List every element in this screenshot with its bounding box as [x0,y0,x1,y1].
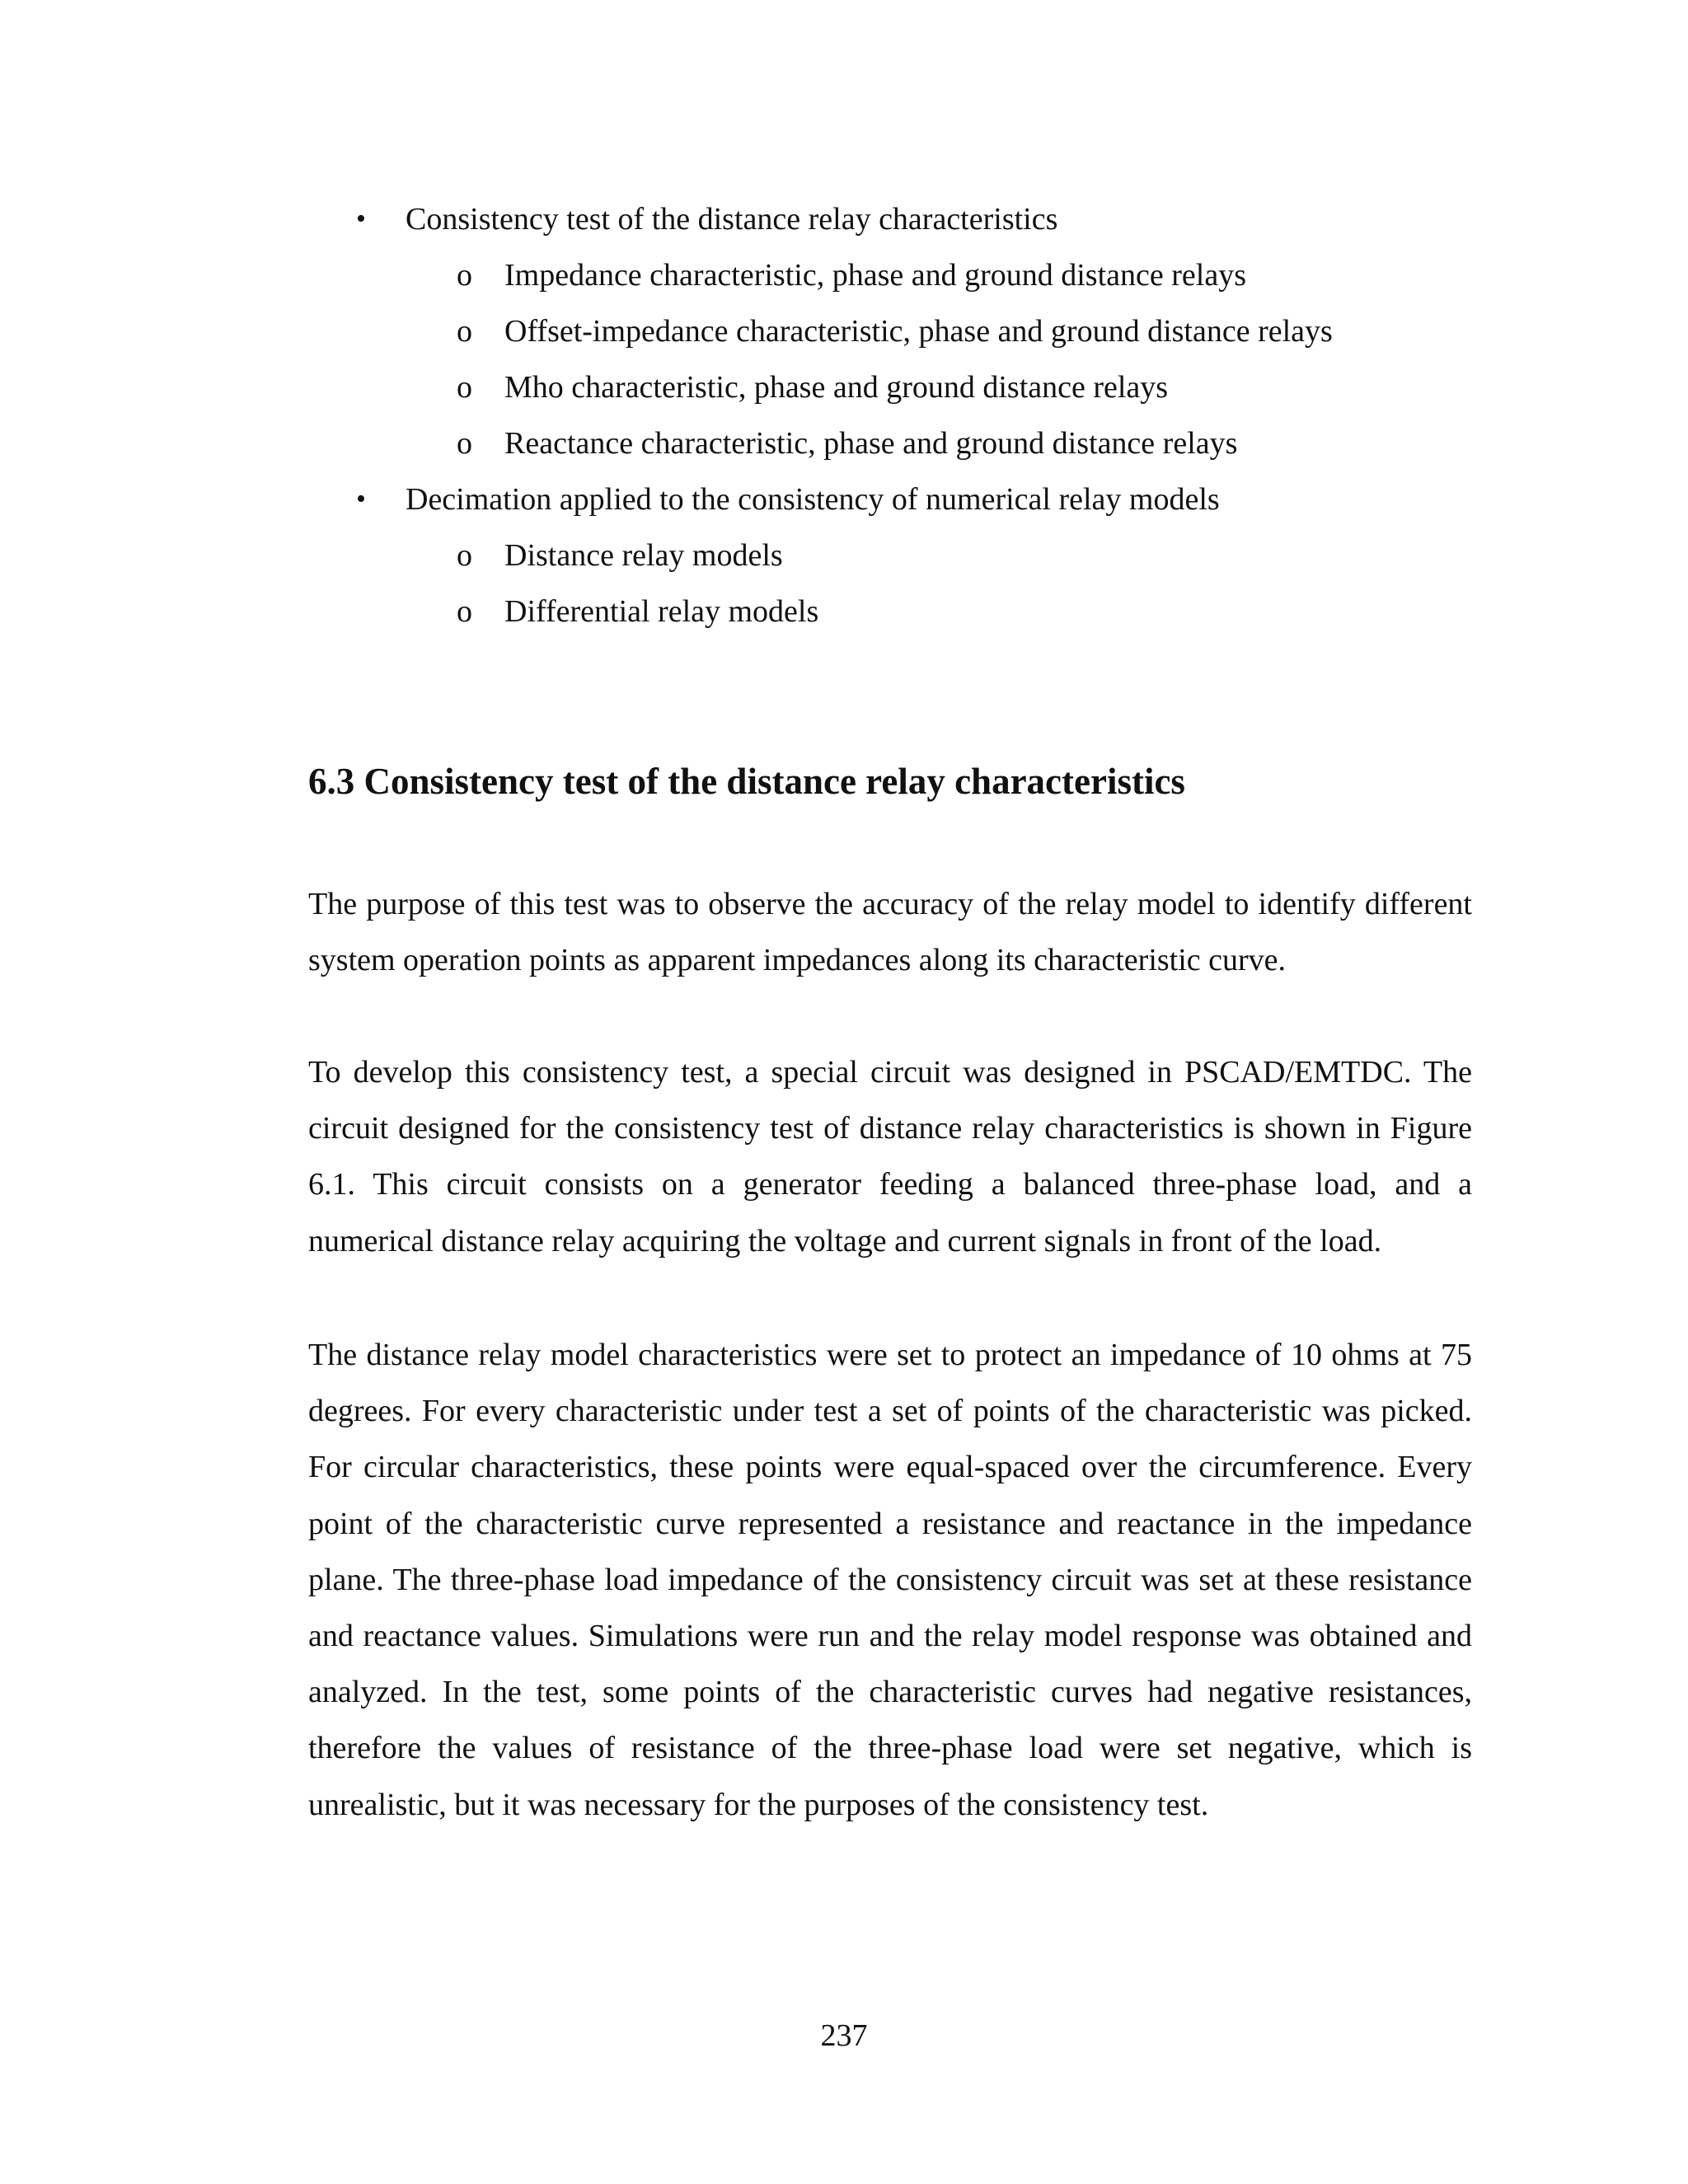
outline-item [356,471,1510,640]
subbullet-icon: o [457,594,472,629]
outline-item-text: Consistency test of the distance relay characteristics [406,202,1058,237]
body-paragraph: The purpose of this test was to observe the accuracy of the relay model to identify different system operation points as apparent impedances along its characteristic curve. [308,887,1472,978]
outline-subitem-text: Offset-impedance characteristic, phase and ground distance relays [504,314,1333,349]
outline-subitem [356,583,1510,640]
outline-subitem-text: Reactance characteristic, phase and ground distance relays [504,426,1238,461]
outline-list [356,191,1510,640]
subbullet-icon: o [457,538,472,573]
page-number: 237 [820,2018,868,2053]
outline-item-text: Decimation applied to the consistency of numerical relay models [406,482,1220,517]
subbullet-icon: o [457,314,472,349]
bullet-icon: • [356,484,366,514]
subbullet-icon: o [457,370,472,405]
outline-subitem [356,415,1510,471]
body-paragraph: To develop this consistency test, a special circuit was designed in PSCAD/EMTDC. The circuit designed for the consistency test of distance relay characteristics is shown in Figure 6.1. This circuit consists on a generator feeding a balanced three-phase load, and a numerical distance relay acquiring the voltage and current signals in front of the load. [308,1055,1472,1258]
outline-subitem-text: Mho characteristic, phase and ground distance relays [504,370,1169,405]
outline-subitem-text: Distance relay models [504,538,783,573]
outline-sublist [406,247,1510,471]
outline-subitem [356,527,1510,583]
outline-subitem-text: Impedance characteristic, phase and ground distance relays [504,258,1246,293]
outline-sublist [406,527,1510,640]
subbullet-icon: o [457,426,472,461]
outline-subitem [356,247,1510,303]
outline-item [356,191,1510,471]
outline-subitem-text: Differential relay models [504,594,819,629]
outline-subitem [356,359,1510,415]
body-paragraph: The distance relay model characteristics were set to protect an impedance of 10 ohms at 75 degrees. For every characteristic under test a set of points of the characteristic was picked. For circular characteristics, these points were equal-spaced over the circumference. Every point of the characteristic curve represented a resistance and reactance in the impedance plane. The three-phase load impedance of the consistency circuit was set at these resistance and reactance values. Simulations were run and the relay model response was obtained and analyzed. In the test, some points of the characteristic curves had negative resistances, therefore the values of resistance of the three-phase load were set negative, which is unrealistic, but it was necessary for the purposes of the consistency test. [308,1338,1472,1822]
outline-subitem [356,303,1510,359]
subbullet-icon: o [457,258,472,293]
section-heading: 6.3 Consistency test of the distance relay characteristics [308,761,1185,802]
bullet-icon: • [356,204,366,234]
